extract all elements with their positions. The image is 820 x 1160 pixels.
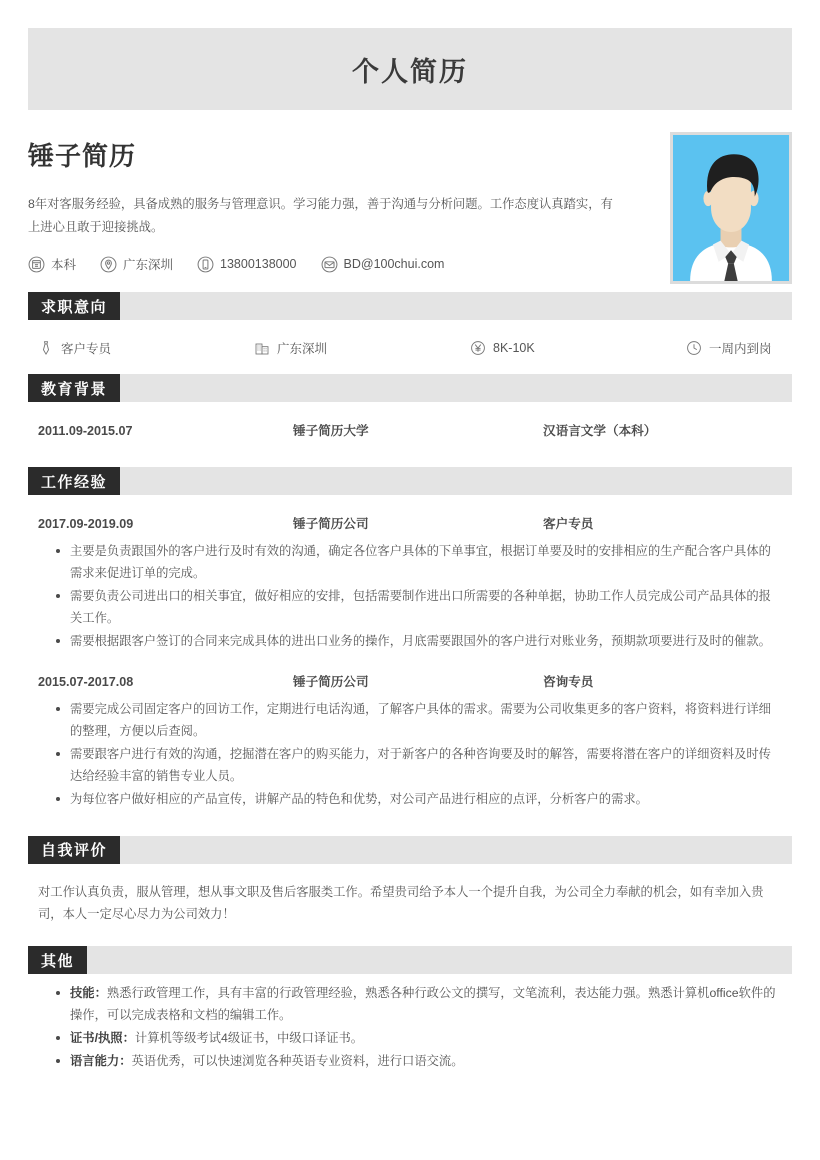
contact-email — [321, 256, 445, 273]
avatar-illustration — [673, 135, 789, 281]
list-item: 主要是负责跟国外的客户进行及时有效的沟通，确定各位客户具体的下单事宜，根据订单要及时的安排相应的生产配合客户具体的需求来促进订单的完成。 — [56, 541, 782, 585]
section-header-self-evaluation — [28, 836, 792, 864]
contact-location-value: 广东深圳 — [123, 258, 174, 273]
spacer-education — [28, 439, 792, 467]
education-entry — [34, 402, 786, 439]
other-list — [34, 974, 786, 1073]
intent-position-value: 客户专员 — [61, 342, 112, 356]
education-icon — [28, 256, 45, 273]
other-item-2-text: 计算机等级考试4级证书，中级口译证书。 — [134, 1030, 364, 1045]
profile-section — [28, 110, 792, 292]
email-icon — [321, 256, 338, 273]
work-experience-body — [28, 495, 792, 811]
section-header-work-experience — [28, 467, 792, 495]
intent-availability-value: 一周内到岗 — [709, 342, 772, 356]
list-item: 需要负责公司进出口的相关事宜，做好相应的安排，包括需要制作进出口所需要的各种单据，协助工作人员完成公司产品具体的报关工作。 — [56, 586, 782, 630]
self-evaluation-body — [28, 864, 792, 926]
location-icon — [100, 256, 117, 273]
profile-details — [28, 132, 628, 273]
resume-title-banner — [28, 28, 792, 110]
list-item: 需要跟客户进行有效的沟通，挖掘潜在客户的购买能力，对于新客户的各种咨询要及时的解答，需要将潜在客户的详细资料及时传达给经验丰富的销售专业人员。 — [56, 744, 782, 788]
work-entry-2-role: 咨询专员 — [543, 675, 594, 690]
intent-availability — [686, 339, 772, 357]
candidate-name: 锤子简历 — [28, 141, 137, 171]
work-entry-1-bullets — [34, 532, 786, 652]
work-entry-1-date: 2017.09-2019.09 — [38, 517, 134, 531]
list-item — [56, 1028, 782, 1050]
work-entry-2-company: 锤子简历公司 — [293, 675, 369, 690]
profile-summary: 8年对客服务经验，具备成熟的服务与管理意识。学习能力强，善于沟通与分析问题。工作态度认真踏实，有上进心且敢于迎接挑战。 — [28, 197, 613, 234]
work-entry-1-role: 客户专员 — [543, 517, 594, 531]
list-item: 为每位客户做好相应的产品宣传，讲解产品的特色和优势，对公司产品进行相应的点评，分析客户的需求。 — [56, 789, 782, 811]
phone-icon — [197, 256, 214, 273]
tie-icon — [38, 340, 54, 356]
list-item — [56, 1051, 782, 1073]
contact-location — [100, 255, 173, 273]
other-item-2-label: 证书/执照： — [70, 1030, 135, 1045]
section-title-work-experience: 工作经验 — [28, 467, 120, 495]
job-intention-body — [28, 320, 792, 374]
intent-city — [254, 339, 470, 357]
contact-education — [28, 255, 76, 273]
list-item — [56, 983, 782, 1027]
spacer-work-experience — [28, 812, 792, 836]
job-intention-row — [34, 320, 786, 374]
contact-phone-value: 13800138000 — [220, 257, 297, 272]
building-icon — [254, 340, 270, 356]
section-title-self-evaluation: 自我评价 — [28, 836, 120, 864]
avatar — [670, 132, 792, 284]
page-title: 个人简历 — [352, 56, 468, 87]
education-entry-school: 锤子简历大学 — [293, 424, 369, 438]
contact-email-value: BD@100chui.com — [343, 257, 445, 272]
education-body — [28, 402, 792, 439]
section-header-other — [28, 946, 792, 974]
other-item-3-label: 语言能力： — [70, 1053, 132, 1068]
education-entry-date: 2011.09-2015.07 — [38, 424, 133, 438]
work-entry-1-header — [34, 495, 786, 532]
intent-city-value: 广东深圳 — [277, 342, 328, 356]
other-item-1-label: 技能： — [70, 986, 107, 1001]
intent-salary-value: 8K-10K — [493, 341, 535, 355]
education-entry-major: 汉语言文学（本科） — [543, 424, 657, 438]
other-item-1-text: 熟悉行政管理工作，具有丰富的行政管理经验，熟悉各种行政公文的撰写，文笔流利，表达能力强。熟悉计算机office软件的操作，可以完成表格和文档的编辑工作。 — [70, 986, 776, 1023]
work-entry-2-bullets — [34, 690, 786, 810]
clock-icon — [686, 340, 702, 356]
section-title-other: 其他 — [28, 946, 87, 974]
spacer-self-evaluation — [28, 926, 792, 946]
contact-row — [28, 255, 628, 273]
work-entry-2-date: 2015.07-2017.08 — [38, 675, 134, 690]
section-header-education — [28, 374, 792, 402]
list-item: 需要根据跟客户签订的合同来完成具体的进出口业务的操作，月底需要跟国外的客户进行对账业务，预期款项要进行及时的催款。 — [56, 631, 782, 653]
section-title-education: 教育背景 — [28, 374, 120, 402]
contact-phone — [197, 256, 296, 273]
yen-icon — [470, 340, 486, 356]
intent-position — [38, 339, 254, 357]
self-evaluation-text: 对工作认真负责，服从管理，想从事文职及售后客服类工作。希望贵司给予本人一个提升自我，为公司全力奉献的机会，如有幸加入贵司，本人一定尽心尽力为公司效力！ — [38, 884, 764, 922]
work-entry-1-company: 锤子简历公司 — [293, 517, 369, 531]
other-body — [28, 974, 792, 1073]
list-item: 需要完成公司固定客户的回访工作，定期进行电话沟通，了解客户具体的需求。需要为公司收集更多的客户资料，将资料进行详细的整理，方便以后查阅。 — [56, 699, 782, 743]
other-item-3-text: 英语优秀，可以快速浏览各种英语专业资料，进行口语交流。 — [131, 1053, 464, 1068]
section-title-job-intention: 求职意向 — [28, 292, 120, 320]
work-entry-2-header — [34, 653, 786, 690]
intent-salary — [470, 340, 686, 356]
contact-education-value: 本科 — [51, 258, 77, 273]
section-header-job-intention — [28, 292, 792, 320]
